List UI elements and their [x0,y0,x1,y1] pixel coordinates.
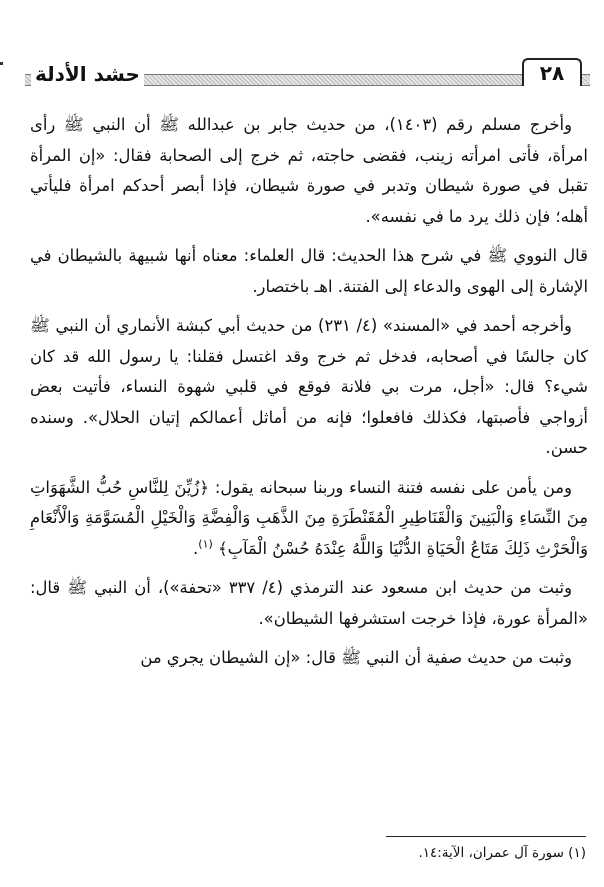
paragraph-text: وثبت من حديث ابن مسعود عند الترمذي (٤/ ٣٣٧ «تحفة»)، أن النبي ﷺ قال: «المرأة عورة، فإذا خرجت استشرفها الشيطان». [30,578,588,628]
page-number: ٢٨ [522,58,582,86]
page-body [30,110,588,674]
paragraph-nawawi-commentary [30,241,588,302]
paragraph-quran-verse: ومن يأمن على نفسه فتنة النساء وربنا سبحانه يقول: ﴿زُيِّنَ لِلنَّاسِ حُبُّ الشَّهَوَاتِ مِنَ النِّسَاءِ وَالْبَنِينَ وَالْقَنَاطِيرِ الْمُقَنْطَرَةِ مِنَ الذَّهَبِ وَالْفِضَّةِ وَالْخَيْلِ الْمُسَوَّمَةِ وَالْأَنْعَامِ وَالْحَرْثِ ذَلِكَ مَتَاعُ الْحَيَاةِ الدُّنْيَا وَاللَّهُ عِنْدَهُ حُسْنُ الْمَآبِ﴾ $^{(١)}$. [30,477,588,558]
paragraph-muslim-hadith [30,110,588,232]
paragraph-text: وأخرجه أحمد في «المسند» (٤/ ٢٣١) من حديث أبي كبشة الأنماري أن النبي ﷺ كان جالسًا في أصحابه، فدخل ثم خرج وقد اغتسل فقلنا: يا رسول الله قد كان شيء؟ قال: «أجل، مرت بي فلانة فوقع في قلبي شهوة النساء، فأتيت بعض أزواجي فأصبتها، فكذلك فافعلوا؛ فإنه من أماثل أعمالكم إتيان الحلال». وسنده حسن. [30,316,588,457]
paragraph-text: قال النووي ﷺ في شرح هذا الحديث: قال العلماء: معناه أنها شبيهة بالشيطان في الإشارة إلى الهوى والدعاء إلى الفتنة. اهـ باختصار. [30,246,588,296]
paragraph-text: ومن يأمن على نفسه فتنة النساء وربنا سبحانه يقول: ﴿زُيِّنَ لِلنَّاسِ حُبُّ الشَّهَوَاتِ مِنَ النِّسَاءِ وَالْبَنِينَ وَالْقَنَاطِيرِ الْمُقَنْطَرَةِ مِنَ الذَّهَبِ وَالْفِضَّةِ وَالْخَيْلِ الْمُسَوَّمَةِ وَالْأَنْعَامِ وَالْحَرْثِ ذَلِكَ مَتَاعُ الْحَيَاةِ الدُّنْيَا وَاللَّهُ عِنْدَهُ حُسْنُ الْمَآبِ﴾ [30,477,588,558]
book-title: حشد الأدلة [31,62,144,86]
margin-mark [0,62,3,65]
footnote: (١) سورة آل عمران، الآية:١٤. [418,845,586,861]
paragraph-tirmidhi-hadith [30,573,588,634]
page-header [25,52,590,92]
paragraph-text: وأخرج مسلم رقم (١٤٠٣)، من حديث جابر بن عبدالله ﷺ أن النبي ﷺ رأى امرأة، فأتى امرأته زينب، فقضى حاجته، ثم خرج إلى الصحابة فقال: «إن المرأة تقبل في صورة شيطان وتدبر في صورة شيطان، فإذا أبصر أحدكم امرأة فليأتي أهله؛ فإن ذلك يرد ما في نفسه». [30,115,588,226]
paragraph-ahmad-hadith [30,311,588,464]
footnote-reference: (١) [198,537,213,551]
paragraph-text: وثبت من حديث صفية أن النبي ﷺ قال: «إن الشيطان يجري من [140,648,572,667]
paragraph-safiyya-hadith [30,643,588,674]
footnote-divider [386,836,586,837]
